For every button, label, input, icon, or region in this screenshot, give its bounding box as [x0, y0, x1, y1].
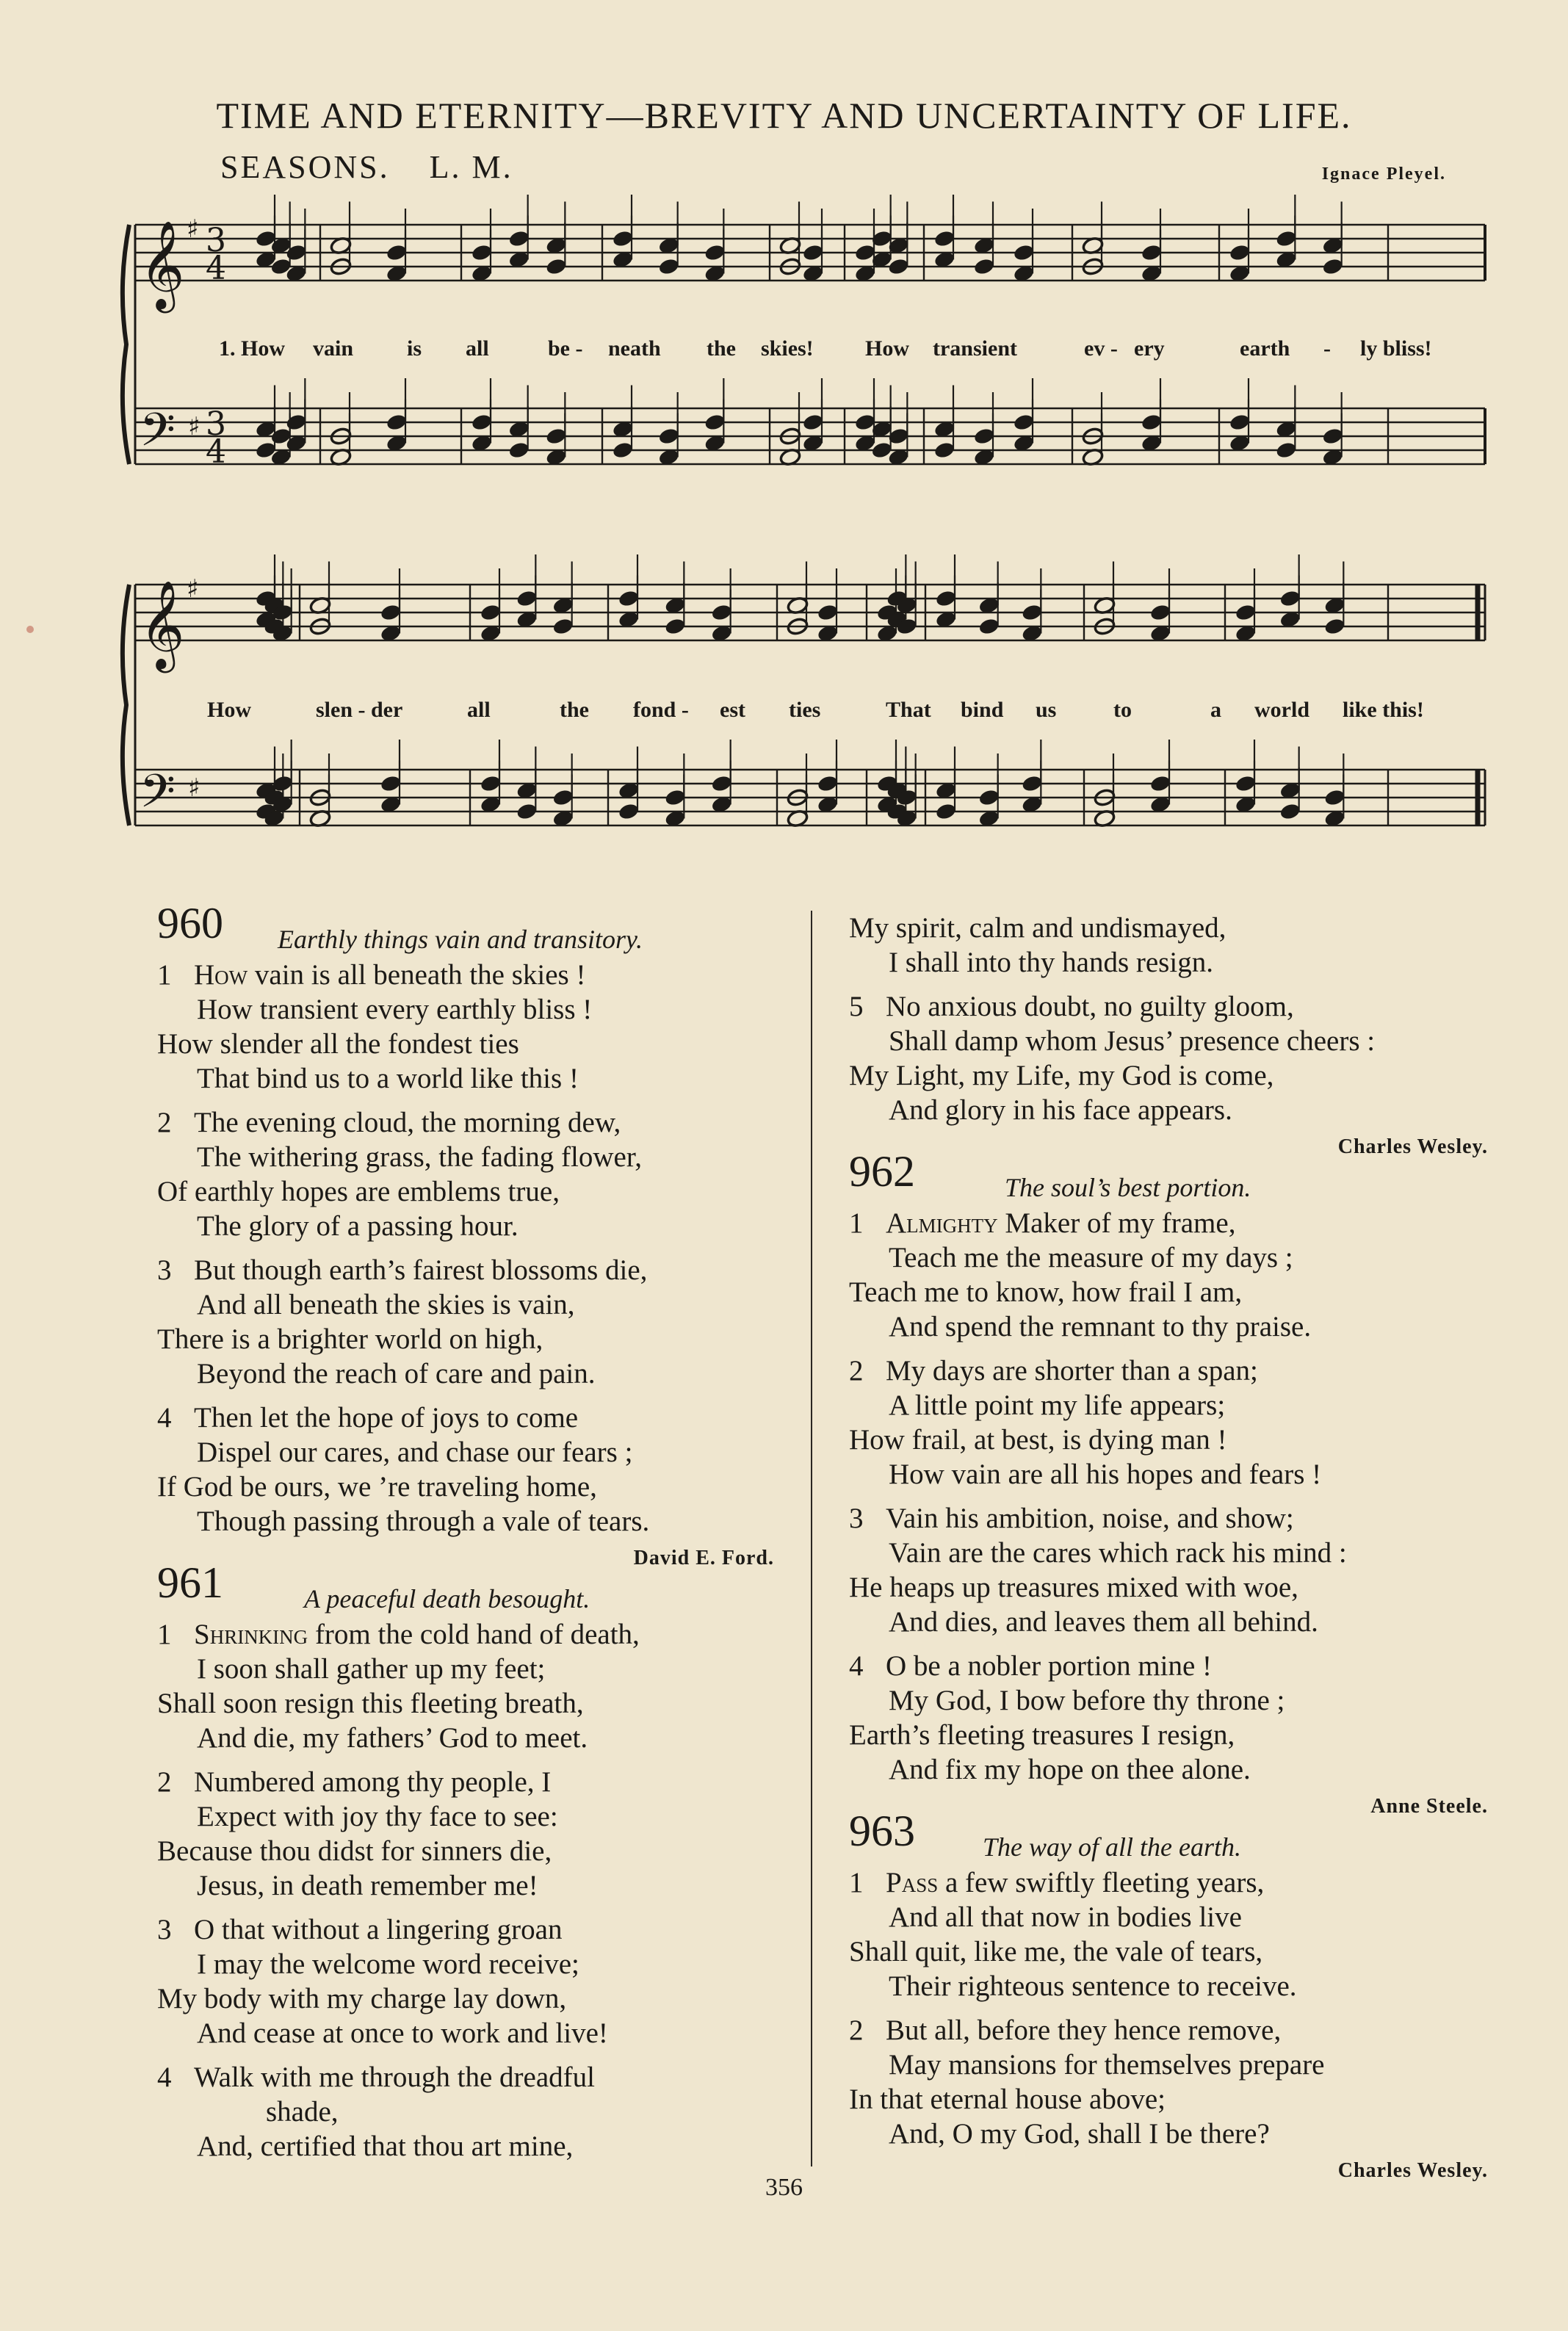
stanza-line: I soon shall gather up my feet; — [197, 1653, 546, 1685]
stanza-line: How slender all the fondest ties — [157, 1028, 519, 1060]
right-column — [849, 911, 1488, 2183]
hymn-number: 961 — [157, 1558, 223, 1607]
lyric-syllable: transient — [933, 336, 1017, 361]
svg-text:3: 3 — [206, 222, 226, 259]
stanza-text: Then let the hope of joys to come — [194, 1402, 579, 1434]
stanza-line: And, O my God, shall I be there? — [889, 2118, 1270, 2150]
stanza-text: Pass a few swiftly fleeting years, — [886, 1867, 1265, 1898]
stanza-text: O be a nobler portion mine ! — [886, 1650, 1213, 1682]
stanza-number: 1 — [157, 1619, 172, 1650]
stanza-line — [849, 1649, 1488, 1683]
lyric-syllable: earth — [1240, 336, 1290, 361]
stanza-line: The glory of a passing hour. — [197, 1210, 519, 1242]
stanza-line — [157, 1912, 803, 1947]
stanza-text: Numbered among thy people, I — [194, 1766, 552, 1798]
lyric-syllable: vain — [313, 336, 354, 361]
stanza-line: If God be ours, we ’re traveling home, — [157, 1471, 597, 1503]
stanza-number: 2 — [157, 1107, 172, 1138]
stanza — [849, 2013, 1488, 2151]
hymn-title: Earthly things vain and transitory. — [278, 925, 643, 954]
stanza-line: And die, my fathers’ God to meet. — [197, 1722, 588, 1754]
lyric-syllable: be - — [548, 336, 583, 361]
hymn-title: A peaceful death besought. — [304, 1584, 590, 1613]
stanza-line: And all that now in bodies live — [889, 1901, 1242, 1933]
lyric-syllable: ery — [1134, 336, 1165, 361]
stanza-line: Dispel our cares, and chase our fears ; — [197, 1436, 633, 1468]
stanza-line: Earth’s fleeting treasures I resign, — [849, 1719, 1235, 1751]
stanza-line: That bind us to a world like this ! — [197, 1063, 579, 1094]
stanza — [157, 1105, 803, 1243]
stanza-number: 4 — [157, 1402, 172, 1434]
stanza-line — [157, 1401, 803, 1435]
stanza-line: Teach me to know, how frail I am, — [849, 1276, 1243, 1308]
stanza-text: Vain his ambition, noise, and show; — [886, 1503, 1294, 1534]
svg-text:♯: ♯ — [187, 574, 199, 604]
stanza-text: My days are shorter than a span; — [886, 1355, 1258, 1387]
stanza-number: 1 — [849, 1207, 864, 1239]
column-divider — [811, 911, 812, 2166]
stanza-line: And fix my hope on thee alone. — [889, 1754, 1251, 1785]
composer: Ignace Pleyel. — [1321, 165, 1446, 184]
stanza-number: 3 — [157, 1914, 172, 1945]
stanza-number: 2 — [849, 1355, 864, 1387]
stanza-line — [157, 2060, 803, 2095]
stanza — [157, 1765, 803, 1903]
stanza-line: I shall into thy hands resign. — [889, 947, 1213, 978]
stanza-line: Expect with joy thy face to see: — [197, 1801, 558, 1832]
stanza-line: Though passing through a vale of tears. — [197, 1506, 650, 1537]
left-column — [157, 899, 803, 2164]
stanza — [157, 1617, 803, 1755]
stanza-line: Teach me the measure of my days ; — [889, 1242, 1293, 1273]
svg-text:♯: ♯ — [188, 773, 200, 803]
hymn-number: 963 — [849, 1807, 915, 1855]
stanza-line — [849, 1206, 1488, 1240]
stanza-number: 1 — [157, 959, 172, 991]
stanza-line — [157, 1617, 803, 1652]
lyric-syllable: - — [1323, 336, 1331, 361]
lyric-syllable: the — [560, 698, 589, 722]
stanza-number: 5 — [849, 991, 864, 1022]
music-score — [0, 0, 1568, 903]
hymn-961-stanzas-part1 — [157, 1617, 803, 2164]
lyric-syllable: to — [1113, 698, 1132, 722]
lyric-syllable: is — [407, 336, 422, 361]
stanza-text: But though earth’s fairest blossoms die, — [194, 1254, 648, 1286]
stanza-line — [157, 958, 803, 992]
stanza-line: Because thou didst for sinners die, — [157, 1835, 552, 1867]
lyric-syllable: That — [886, 698, 931, 722]
stanza-number: 4 — [849, 1650, 864, 1682]
lyrics-system-1 — [0, 336, 1568, 366]
stanza — [849, 1354, 1488, 1492]
svg-text:♯: ♯ — [188, 412, 200, 442]
stanza-line: And glory in his face appears. — [889, 1094, 1232, 1126]
hymn-960-author: David E. Ford. — [633, 1547, 774, 1569]
stanza-line — [157, 1105, 803, 1140]
stanza-line: Their righteous sentence to receive. — [889, 1970, 1297, 2002]
lyric-syllable: fond - — [633, 698, 689, 722]
svg-text:𝄞: 𝄞 — [140, 220, 185, 309]
stanza-line: Shall quit, like me, the vale of tears, — [849, 1936, 1263, 1967]
lyric-syllable: 1. How — [219, 336, 285, 361]
stanza-line: May mansions for themselves prepare — [889, 2049, 1325, 2081]
stanza-line: Vain are the cares which rack his mind : — [889, 1537, 1347, 1569]
hymn-962-stanzas — [849, 1206, 1488, 1787]
stanza-line — [849, 989, 1488, 1024]
section-heading: TIME AND ETERNITY—BREVITY AND UNCERTAINTY OF LIFE. — [216, 95, 1352, 136]
stanza-line: In that eternal house above; — [849, 2084, 1166, 2115]
stanza-text: How vain is all beneath the skies ! — [194, 959, 586, 991]
lyric-syllable: all — [467, 698, 491, 722]
stanza-line: The withering grass, the fading flower, — [197, 1141, 643, 1173]
lyric-syllable: ev - — [1084, 336, 1118, 361]
stanza-line: And all beneath the skies is vain, — [197, 1289, 575, 1320]
stanza — [157, 2060, 803, 2164]
tune-meter: L. M. — [429, 149, 513, 185]
stanza — [157, 958, 803, 1096]
stanza-line: Jesus, in death remember me! — [197, 1870, 538, 1901]
stanza-text: The evening cloud, the morning dew, — [194, 1107, 621, 1138]
lyric-syllable: neath — [608, 336, 661, 361]
lyric-syllable: skies! — [761, 336, 814, 361]
lyric-syllable: How — [207, 698, 251, 722]
hymn-number: 962 — [849, 1147, 915, 1196]
stanza-line: Beyond the reach of care and pain. — [197, 1358, 596, 1389]
stanza-line: How frail, at best, is dying man ! — [849, 1424, 1227, 1456]
stanza-line: A little point my life appears; — [889, 1389, 1226, 1421]
stanza-line: And spend the remnant to thy praise. — [889, 1311, 1312, 1342]
stanza-line: shade, — [266, 2096, 339, 2128]
stanza — [849, 989, 1488, 1127]
lyric-syllable: us — [1036, 698, 1057, 722]
stanza-line: There is a brighter world on high, — [157, 1323, 543, 1355]
svg-text:♯: ♯ — [187, 214, 199, 245]
stanza-line: And dies, and leaves them all behind. — [889, 1606, 1318, 1638]
stanza-line: He heaps up treasures mixed with woe, — [849, 1572, 1298, 1603]
stanza-text: Almighty Maker of my frame, — [886, 1207, 1236, 1239]
tune-name: SEASONS. — [220, 149, 390, 185]
hymn-title: The way of all the earth. — [983, 1832, 1241, 1862]
stanza-line: My spirit, calm and undismayed, — [849, 912, 1226, 944]
stanza-line — [849, 1865, 1488, 1900]
hymn-960-header — [157, 899, 803, 955]
svg-text:𝄞: 𝄞 — [140, 579, 185, 669]
stanza-number: 2 — [849, 2014, 864, 2046]
hymn-963-header — [849, 1807, 1488, 1862]
hymn-963-author: Charles Wesley. — [1337, 2159, 1488, 2182]
hymn-962-header — [849, 1147, 1488, 1203]
svg-text:4: 4 — [206, 250, 226, 287]
stanza-continued — [849, 911, 1488, 980]
stanza — [849, 1865, 1488, 2003]
svg-text:3: 3 — [206, 405, 226, 443]
stanza-text: Walk with me through the dreadful — [194, 2061, 595, 2093]
stanza — [157, 1401, 803, 1539]
stanza-line: Shall damp whom Jesus’ presence cheers : — [889, 1025, 1376, 1057]
stanza — [157, 1912, 803, 2050]
lyric-syllable: est — [720, 698, 745, 722]
stanza-line: And, certified that thou art mine, — [197, 2131, 574, 2162]
stanza-number: 1 — [849, 1867, 864, 1898]
lyric-syllable: bind — [961, 698, 1004, 722]
hymn-961-author: Charles Wesley. — [1337, 1135, 1488, 1158]
hymn-title: The soul’s best portion. — [1005, 1173, 1251, 1202]
stanza-number: 2 — [157, 1766, 172, 1798]
stanza-number: 3 — [157, 1254, 172, 1286]
stanza — [849, 1206, 1488, 1344]
stanza-line: I may the welcome word receive; — [197, 1948, 579, 1980]
stanza-line: How transient every earthly bliss ! — [197, 994, 593, 1025]
hymn-963-stanzas — [849, 1865, 1488, 2151]
hymn-number: 960 — [157, 899, 223, 947]
stanza-line: My body with my charge lay down, — [157, 1983, 567, 2014]
stanza-number: 3 — [849, 1503, 864, 1534]
stanza-text: But all, before they hence remove, — [886, 2014, 1282, 2046]
stanza-line — [849, 1501, 1488, 1536]
stanza-line: My Light, my Life, my God is come, — [849, 1060, 1274, 1091]
stanza-text: No anxious doubt, no guilty gloom, — [886, 991, 1294, 1022]
lyric-syllable: slen - der — [316, 698, 403, 722]
page-number: 356 — [765, 2174, 803, 2201]
stanza — [849, 1649, 1488, 1787]
lyric-syllable: the — [707, 336, 736, 361]
lyric-syllable: ties — [789, 698, 821, 722]
stanza — [157, 1253, 803, 1391]
stanza-line — [157, 1765, 803, 1799]
stanza-line — [849, 2013, 1488, 2048]
stanza — [849, 1501, 1488, 1639]
stanza-line: Of earthly hopes are emblems true, — [157, 1176, 560, 1207]
stanza-line — [849, 1354, 1488, 1388]
stanza-line — [157, 1253, 803, 1287]
hymn-961-stanzas-part2 — [849, 911, 1488, 1127]
svg-text:𝄢: 𝄢 — [140, 402, 176, 468]
hymn-960-stanzas — [157, 958, 803, 1539]
lyric-syllable: like this! — [1343, 698, 1424, 722]
stanza-line: And cease at once to work and live! — [197, 2017, 608, 2049]
svg-text:4: 4 — [206, 433, 226, 471]
lyric-syllable: all — [466, 336, 489, 361]
stanza-text: O that without a lingering groan — [194, 1914, 563, 1945]
stanza-text: Shrinking from the cold hand of death, — [194, 1619, 640, 1650]
stanza-number: 4 — [157, 2061, 172, 2093]
lyric-syllable: ly bliss! — [1360, 336, 1432, 361]
hymn-962-author: Anne Steele. — [1370, 1795, 1488, 1818]
lyric-syllable: world — [1254, 698, 1309, 722]
lyric-syllable: How — [865, 336, 909, 361]
lyric-syllable: a — [1210, 698, 1221, 722]
lyrics-system-2 — [0, 698, 1568, 727]
stanza-line: How vain are all his hopes and fears ! — [889, 1459, 1322, 1490]
stanza-line: Shall soon resign this fleeting breath, — [157, 1688, 584, 1719]
svg-text:𝄢: 𝄢 — [140, 764, 176, 829]
stanza-line: My God, I bow before thy throne ; — [889, 1685, 1285, 1716]
